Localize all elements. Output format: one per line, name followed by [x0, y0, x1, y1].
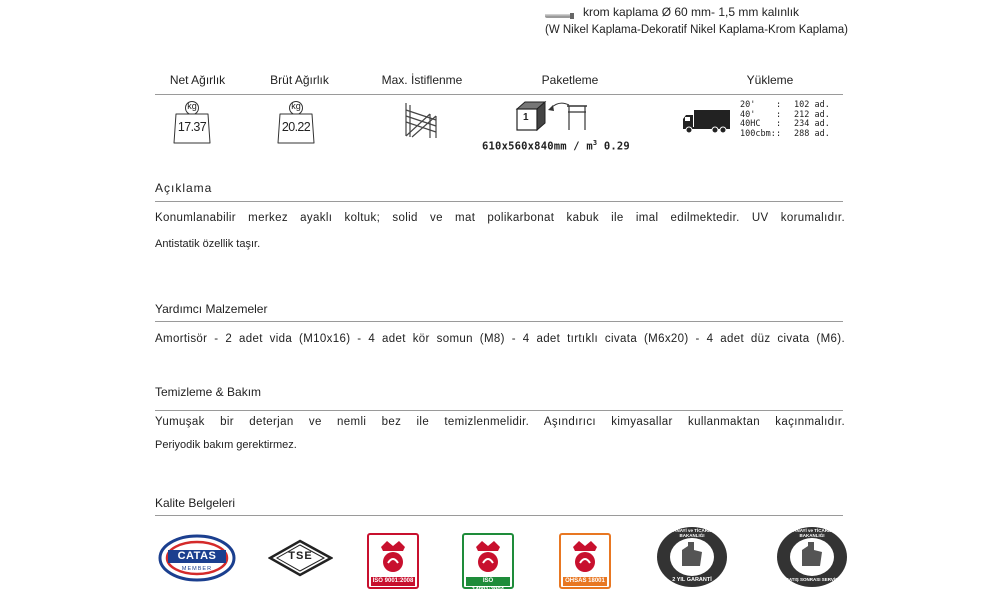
loading-key: 40HC — [740, 119, 761, 130]
catas-text: CATAS — [177, 550, 217, 562]
package-count: 1 — [523, 112, 529, 123]
net-weight-label: Net Ağırlık — [169, 73, 226, 87]
spec-line — [545, 5, 799, 19]
tse-text: TSE — [288, 550, 313, 562]
loading-value: 102 ad. — [794, 100, 830, 110]
care-title: Temizleme & Bakım — [155, 385, 262, 399]
iso9001-badge — [367, 533, 419, 589]
loading-key: 100cbm: — [740, 128, 776, 139]
materials-title: Yardımcı Malzemeler — [155, 302, 268, 316]
loading-value: 212 ad. — [794, 109, 830, 120]
spec-text: krom kaplama Ø 60 mm- 1,5 mm kalınlık — [583, 5, 800, 19]
quality-title: Kalite Belgeleri — [155, 496, 236, 510]
care-text: Yumuşak bir deterjan ve nemli bez ile temizlenmelidir. Aşındırıcı kimyasallar kullanmaktan kaçınmalıdır. — [155, 416, 845, 428]
tse-logo — [268, 539, 333, 577]
description-text-end: Antistatik özellik taşır. — [155, 238, 261, 250]
loading-row: 20' : 102 ad. — [740, 100, 830, 110]
iso9001-text: ISO 9001:2008 — [372, 578, 414, 584]
loading-key: 20' — [740, 100, 756, 110]
iso14001-text: ISO 14001:2004 — [471, 578, 505, 593]
description-title: Açıklama — [155, 181, 213, 195]
service-ministry: SANAYİ ve TİCARET BAKANLIĞI — [790, 528, 834, 538]
package-dims-sup: 3 — [592, 139, 598, 147]
loading-label: Yükleme — [746, 73, 794, 87]
truck-icon — [682, 108, 732, 139]
warranty-seal — [656, 526, 728, 588]
loading-value: 234 ad. — [794, 119, 830, 130]
loading-row: 40' : 212 ad. — [740, 109, 830, 120]
gross-weight-label: Brüt Ağırlık — [270, 73, 329, 87]
net-weight-unit: kg — [187, 101, 197, 111]
iso14001-badge — [462, 533, 514, 593]
warranty-text: 2 YIL GARANTİ — [672, 577, 712, 583]
net-weight-icon — [173, 100, 211, 144]
loading-table — [740, 101, 830, 139]
pipe-icon — [545, 9, 575, 16]
service-text: SATIŞ SONRASI SERVİS — [785, 577, 839, 582]
packaging-label: Paketleme — [541, 73, 599, 87]
loading-row: 40HC : 234 ad. — [740, 119, 830, 130]
package-dimensions — [482, 139, 630, 153]
ohsas-text: OHSAS 18001 — [565, 578, 605, 584]
package-dims-text: 610x560x840mm / m — [482, 140, 593, 153]
catas-logo — [158, 534, 236, 582]
care-text-end: Periyodik bakım gerektirmez. — [155, 439, 297, 451]
net-weight-value: 17.37 — [177, 120, 207, 134]
service-seal — [776, 526, 848, 588]
gross-weight-value: 20.22 — [281, 120, 311, 134]
ohsas-badge — [559, 533, 611, 589]
package-volume: 0.29 — [597, 140, 630, 153]
loading-key: 40' — [740, 109, 756, 120]
stacked-chairs-icon — [402, 100, 442, 145]
max-stacking-label: Max. İstiflenme — [381, 73, 463, 87]
package-box-icon — [515, 99, 593, 138]
description-text: Konumlanabilir merkez ayaklı koltuk; solid ve mat polikarbonat kabuk ile imal edilmektedir. UV korumalıdır. — [155, 212, 845, 224]
spec-coatings: (W Nikel Kaplama-Dekoratif Nikel Kaplama-Krom Kaplama) — [545, 24, 848, 36]
warranty-ministry: SANAYİ ve TİCARET BAKANLIĞI — [670, 528, 714, 538]
materials-text: Amortisör - 2 adet vida (M10x16) - 4 adet kör somun (M8) - 4 adet tırtıklı civata (M6x20) - 4 adet düz civata (M6). — [155, 333, 845, 345]
description-divider — [155, 201, 843, 202]
gross-weight-unit: kg — [291, 101, 301, 111]
loading-value: 288 ad. — [794, 128, 830, 139]
loading-row: 100cbm: : 288 ad. — [740, 128, 830, 139]
materials-divider — [155, 321, 843, 322]
quality-divider — [155, 515, 843, 516]
catas-member: MEMBER — [181, 566, 213, 572]
gross-weight-icon — [277, 100, 315, 144]
care-divider — [155, 410, 843, 411]
stats-divider — [155, 94, 843, 95]
